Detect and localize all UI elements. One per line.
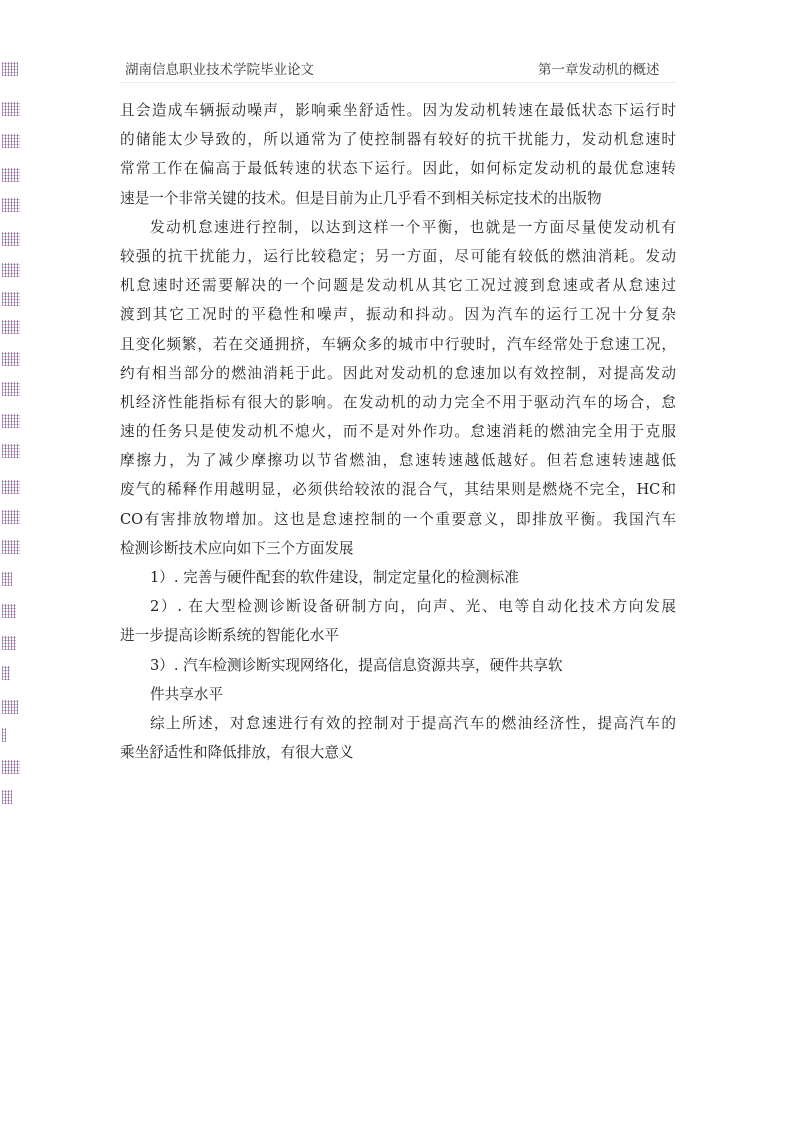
margin-artifact [2,263,20,277]
text-line: 渡到其它工况时的平稳性和噪声，振动和抖动。因为汽车的运行工况十分复杂 [120,306,676,324]
margin-artifact [2,700,18,714]
header-chapter-title: 第一章发动机的概述 [538,62,660,78]
text-line: 机怠速时还需要解决的一个问题是发动机从其它工况过渡到怠速或者从怠速过 [120,277,676,295]
text-line: CO有害排放物增加。这也是怠速控制的一个重要意义，即排放平衡。我国汽车 [120,510,676,528]
margin-artifact [2,352,20,366]
header-thesis-title: 湖南信息职业技术学院毕业论文 [125,62,314,78]
page-header [0,0,794,90]
text-line: 摩擦力，为了减少摩擦功以节省燃油，怠速转速越低越好。但若怠速转速越低 [120,452,676,470]
header-rule [120,82,676,83]
margin-artifact [2,168,20,182]
text-line: 综上所述，对怠速进行有效的控制对于提高汽车的燃油经济性，提高汽车的 [150,714,676,732]
text-line: 较强的抗干扰能力，运行比较稳定；另一方面，尽可能有较低的燃油消耗。发动 [120,247,676,265]
margin-artifact [2,414,20,428]
text-line: 的储能太少导致的，所以通常为了使控制器有较好的抗干扰能力，发动机怠速时 [120,131,676,149]
text-line: 速是一个非常关键的技术。但是目前为止几乎看不到相关标定技术的出版物 [120,189,602,207]
text-line: 件共享水平 [150,685,223,703]
text-line: 进一步提高诊断系统的智能化水平 [120,627,339,645]
margin-artifact [2,728,6,742]
text-line: 废气的稀释作用越明显，必须供给较浓的混合气，其结果则是燃烧不完全，HC和 [120,481,676,499]
text-line: 且变化频繁，若在交通拥挤，车辆众多的城市中行驶时，汽车经常处于怠速工况， [120,335,676,353]
margin-artifact [2,636,16,650]
margin-artifact [2,540,20,554]
text-line: 且会造成车辆振动噪声，影响乘坐舒适性。因为发动机转速在最低状态下运行时 [120,102,676,119]
text-line: 常常工作在偏高于最低转速的状态下运行。因此，如何标定发动机的最优怠速转 [120,160,676,178]
text-line: 乘坐舒适性和降低排放，有很大意义 [120,744,354,762]
margin-artifact [2,444,20,458]
text-line: 机经济性能指标有很大的影响。在发动机的动力完全不用于驱动汽车的场合，怠 [120,393,676,411]
margin-artifact [2,320,20,334]
list-item: 3）. 汽车检测诊断实现网络化，提高信息资源共享，硬件共享软 [150,656,563,674]
text-line: 速的任务只是使发动机不熄火，而不是对外作功。怠速消耗的燃油完全用于克服 [120,423,676,441]
margin-artifact [2,292,20,306]
text-line: 检测诊断技术应向如下三个方面发展 [120,539,354,557]
margin-artifact [2,232,20,246]
margin-artifact [2,790,12,804]
margin-artifact [2,198,20,212]
margin-artifact [2,382,20,396]
margin-artifact [2,572,12,586]
margin-artifact [2,666,10,680]
margin-artifact [2,480,20,494]
list-item: 2）. 在大型检测诊断设备研制方向，向声、光、电等自动化技术方向发展 [150,598,676,616]
body-text [120,96,676,767]
margin-artifact [2,604,16,618]
text-line: 约有相当部分的燃油消耗于此。因此对发动机的怠速加以有效控制，对提高发动 [120,364,676,382]
margin-artifact [2,102,20,116]
margin-artifact [2,510,20,524]
margin-artifact [2,134,20,148]
margin-artifact [2,760,20,774]
text-line: 发动机怠速进行控制，以达到这样一个平衡，也就是一方面尽量使发动机有 [150,218,676,236]
list-item: 1）. 完善与硬件配套的软件建设，制定定量化的检测标准 [150,569,519,586]
